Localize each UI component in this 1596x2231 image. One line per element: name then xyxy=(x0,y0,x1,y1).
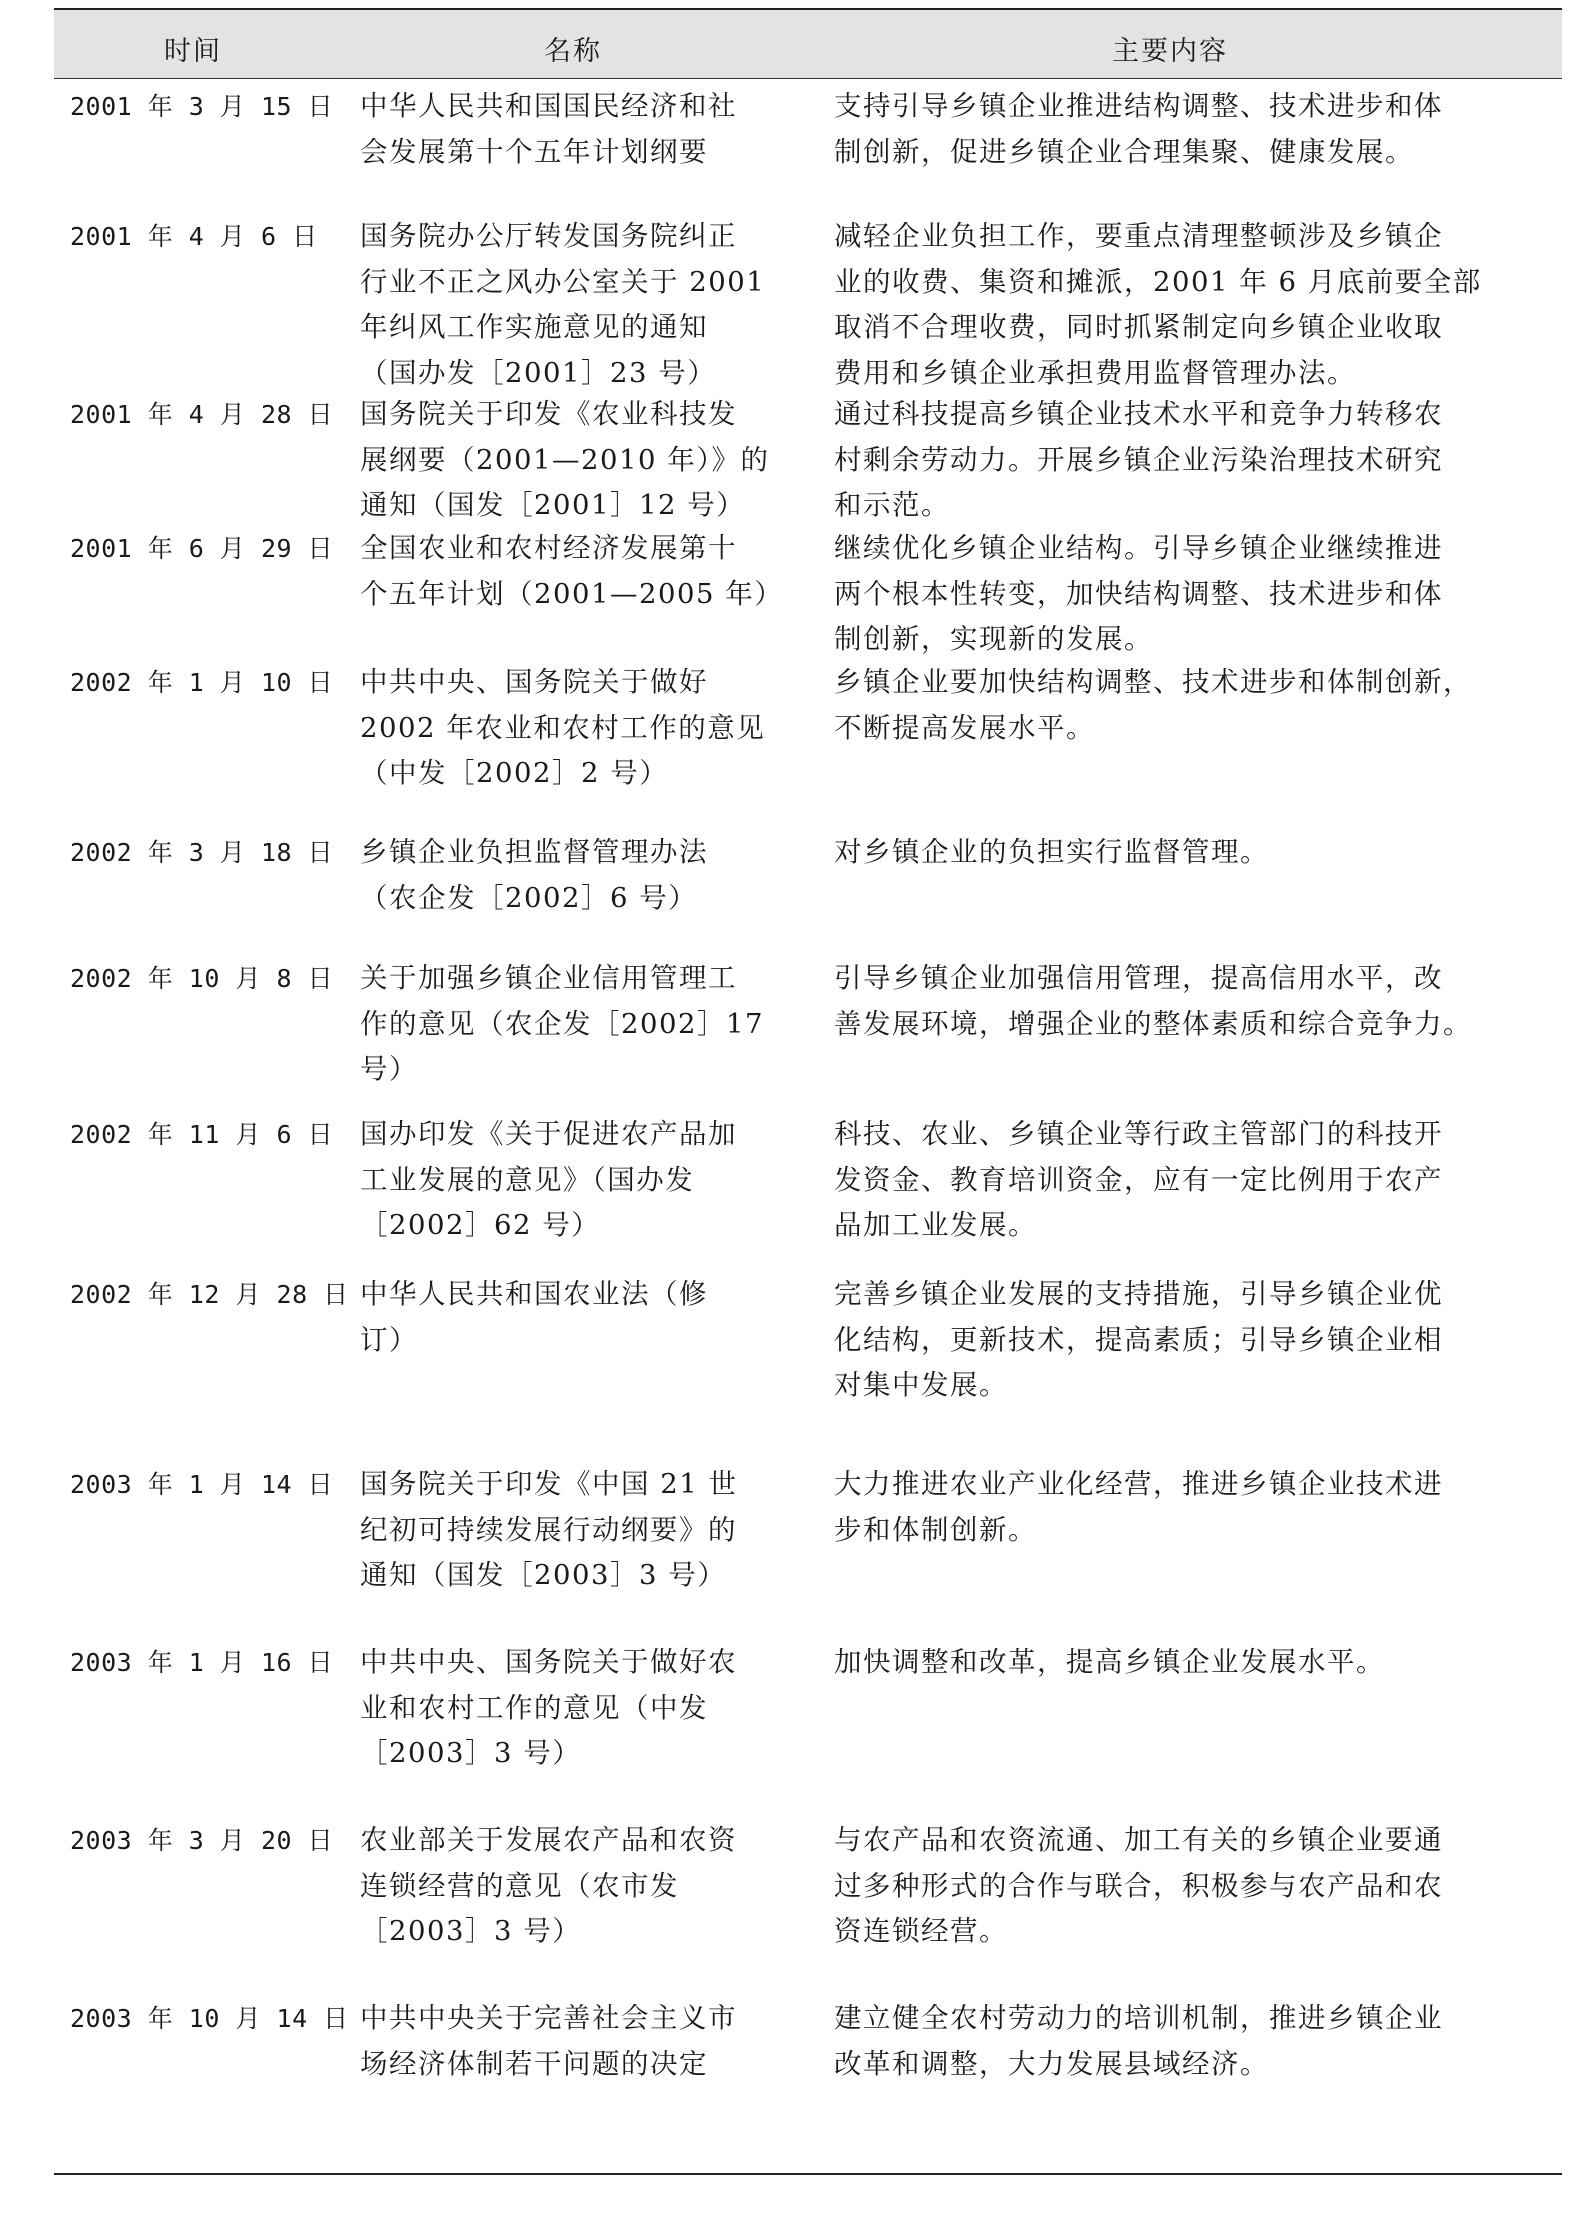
content-cell xyxy=(834,1996,1540,2087)
name-cell-line: ［2003］3 号） xyxy=(360,1915,582,1947)
content-cell-line: 科技、农业、乡镇企业等行政主管部门的科技开 xyxy=(834,1118,1443,1150)
name-cell xyxy=(360,1272,808,1363)
content-cell-line: 继续优化乡镇企业结构。引导乡镇企业继续推进 xyxy=(834,532,1443,564)
name-cell-line: 乡镇企业负担监督管理办法 xyxy=(360,836,708,868)
content-cell-line: 对乡镇企业的负担实行监督管理。 xyxy=(834,836,1269,868)
content-cell xyxy=(834,84,1540,175)
content-cell xyxy=(834,526,1540,663)
content-cell-line: 村剩余劳动力。开展乡镇企业污染治理技术研究 xyxy=(834,443,1443,476)
content-cell-line: 支持引导乡镇企业推进结构调整、技术进步和体 xyxy=(834,90,1443,122)
date-cell: 2003 年 1 月 16 日 xyxy=(70,1648,334,1677)
content-cell-line: 善发展环境，增强企业的整体素质和综合竞争力。 xyxy=(834,1007,1472,1040)
content-cell-line: 不断提高发展水平。 xyxy=(834,711,1095,744)
content-cell xyxy=(834,1640,1540,1686)
header-time: 时间 xyxy=(164,36,222,67)
content-cell-line: 品加工业发展。 xyxy=(834,1209,1037,1241)
content-cell xyxy=(834,214,1540,396)
content-cell-line: 大力推进农业产业化经营，推进乡镇企业技术进 xyxy=(834,1468,1443,1500)
content-cell xyxy=(834,1462,1540,1553)
content-cell-line: 步和体制创新。 xyxy=(834,1513,1037,1546)
name-cell-line: 号） xyxy=(360,1053,418,1085)
content-cell-line: 引导乡镇企业加强信用管理，提高信用水平，改 xyxy=(834,962,1443,994)
name-cell xyxy=(360,526,808,617)
name-cell-line: （农企发［2002］6 号） xyxy=(360,881,698,914)
date-cell: 2002 年 12 月 28 日 xyxy=(70,1280,349,1309)
name-cell xyxy=(360,84,808,175)
name-cell xyxy=(360,1996,808,2087)
name-cell-line: 展纲要（2001—2010 年）》的 xyxy=(360,443,770,476)
name-cell xyxy=(360,830,808,921)
name-cell-line: 关于加强乡镇企业信用管理工 xyxy=(360,962,737,994)
name-cell-line: 场经济体制若干问题的决定 xyxy=(360,2047,708,2080)
name-cell-line: 订） xyxy=(360,1323,418,1356)
date-cell: 2003 年 1 月 14 日 xyxy=(70,1470,334,1499)
content-cell-line: 业的收费、集资和摊派，2001 年 6 月底前要全部 xyxy=(834,265,1482,298)
name-cell xyxy=(360,956,808,1093)
name-cell-line: 工业发展的意见》（国办发 xyxy=(360,1163,695,1196)
content-cell xyxy=(834,1112,1540,1249)
name-cell-line: 行业不正之风办公室关于 2001 xyxy=(360,265,766,298)
content-cell xyxy=(834,1818,1540,1955)
name-cell xyxy=(360,392,808,529)
name-cell-line: 通知（国发［2003］3 号） xyxy=(360,1559,727,1591)
content-cell-line: 资连锁经营。 xyxy=(834,1915,1008,1947)
name-cell-line: （国办发［2001］23 号） xyxy=(360,356,717,389)
name-cell-line: （中发［2002］2 号） xyxy=(360,757,669,789)
table-header xyxy=(54,10,1562,79)
name-cell xyxy=(360,1640,808,1777)
name-cell-line: 农业部关于发展农产品和农资 xyxy=(360,1824,737,1856)
content-cell xyxy=(834,1272,1540,1409)
content-cell-line: 乡镇企业要加快结构调整、技术进步和体制创新， xyxy=(834,666,1472,698)
date-cell: 2001 年 4 月 28 日 xyxy=(70,400,334,429)
table-bottom-rule xyxy=(54,2173,1562,2175)
date-cell: 2001 年 6 月 29 日 xyxy=(70,534,334,563)
name-cell-line: ［2002］62 号） xyxy=(360,1209,601,1241)
name-cell-line: 中华人民共和国农业法（修 xyxy=(360,1278,708,1310)
content-cell-line: 制创新，促进乡镇企业合理集聚、健康发展。 xyxy=(834,135,1414,168)
name-cell-line: 2002 年农业和农村工作的意见 xyxy=(360,711,766,744)
date-cell: 2001 年 3 月 15 日 xyxy=(70,92,334,121)
name-cell xyxy=(360,1818,808,1955)
content-cell-line: 改革和调整，大力发展县域经济。 xyxy=(834,2047,1269,2080)
header-name: 名称 xyxy=(544,36,602,67)
content-cell-line: 通过科技提高乡镇企业技术水平和竞争力转移农 xyxy=(834,398,1443,430)
content-cell-line: 与农产品和农资流通、加工有关的乡镇企业要通 xyxy=(834,1824,1443,1856)
name-cell xyxy=(360,660,808,797)
content-cell-line: 两个根本性转变，加快结构调整、技术进步和体 xyxy=(834,577,1443,610)
content-cell-line: 化结构，更新技术，提高素质；引导乡镇企业相 xyxy=(834,1323,1443,1356)
name-cell-line: 纪初可持续发展行动纲要》的 xyxy=(360,1513,737,1546)
name-cell-line: 年纠风工作实施意见的通知 xyxy=(360,311,708,343)
name-cell-line: 通知（国发［2001］12 号） xyxy=(360,489,746,521)
content-cell xyxy=(834,392,1540,529)
content-cell-line: 取消不合理收费，同时抓紧制定向乡镇企业收取 xyxy=(834,311,1443,343)
content-cell-line: 建立健全农村劳动力的培训机制，推进乡镇企业 xyxy=(834,2002,1443,2034)
name-cell-line: 中共中央关于完善社会主义市 xyxy=(360,2002,737,2034)
content-cell xyxy=(834,660,1540,751)
name-cell-line: 国办印发《关于促进农产品加 xyxy=(360,1118,737,1150)
date-cell: 2002 年 11 月 6 日 xyxy=(70,1120,334,1149)
name-cell-line: 中共中央、国务院关于做好农 xyxy=(360,1646,737,1678)
content-cell-line: 完善乡镇企业发展的支持措施，引导乡镇企业优 xyxy=(834,1278,1443,1310)
name-cell-line: 个五年计划（2001—2005 年） xyxy=(360,577,784,610)
date-cell: 2003 年 10 月 14 日 xyxy=(70,2004,349,2033)
name-cell-line: 连锁经营的意见（农市发 xyxy=(360,1869,679,1902)
date-cell: 2002 年 3 月 18 日 xyxy=(70,838,334,867)
content-cell-line: 费用和乡镇企业承担费用监督管理办法。 xyxy=(834,356,1356,389)
name-cell xyxy=(360,1112,808,1249)
name-cell-line: 会发展第十个五年计划纲要 xyxy=(360,135,708,168)
name-cell-line: 国务院办公厅转发国务院纠正 xyxy=(360,220,737,252)
content-cell-line: 对集中发展。 xyxy=(834,1369,1008,1401)
date-cell: 2002 年 1 月 10 日 xyxy=(70,668,334,697)
date-cell: 2002 年 10 月 8 日 xyxy=(70,964,334,993)
date-cell: 2003 年 3 月 20 日 xyxy=(70,1826,334,1855)
name-cell-line: 业和农村工作的意见（中发 xyxy=(360,1691,708,1724)
name-cell xyxy=(360,1462,808,1599)
content-cell-line: 加快调整和改革，提高乡镇企业发展水平。 xyxy=(834,1646,1385,1678)
name-cell-line: 全国农业和农村经济发展第十 xyxy=(360,532,737,564)
content-cell-line: 过多种形式的合作与联合，积极参与农产品和农 xyxy=(834,1869,1443,1902)
name-cell-line: ［2003］3 号） xyxy=(360,1737,582,1769)
name-cell-line: 中华人民共和国国民经济和社 xyxy=(360,90,737,122)
content-cell-line: 减轻企业负担工作，要重点清理整顿涉及乡镇企 xyxy=(834,220,1443,252)
name-cell xyxy=(360,214,808,396)
name-cell-line: 国务院关于印发《中国 21 世 xyxy=(360,1468,738,1500)
header-content: 主要内容 xyxy=(1112,36,1228,67)
name-cell-line: 国务院关于印发《农业科技发 xyxy=(360,398,737,430)
content-cell-line: 发资金、教育培训资金，应有一定比例用于农产 xyxy=(834,1163,1443,1196)
date-cell: 2001 年 4 月 6 日 xyxy=(70,222,318,251)
name-cell-line: 作的意见（农企发［2002］17 xyxy=(360,1007,764,1040)
content-cell-line: 制创新，实现新的发展。 xyxy=(834,623,1153,655)
name-cell-line: 中共中央、国务院关于做好 xyxy=(360,666,708,698)
content-cell xyxy=(834,956,1540,1047)
content-cell-line: 和示范。 xyxy=(834,489,950,521)
content-cell xyxy=(834,830,1540,876)
